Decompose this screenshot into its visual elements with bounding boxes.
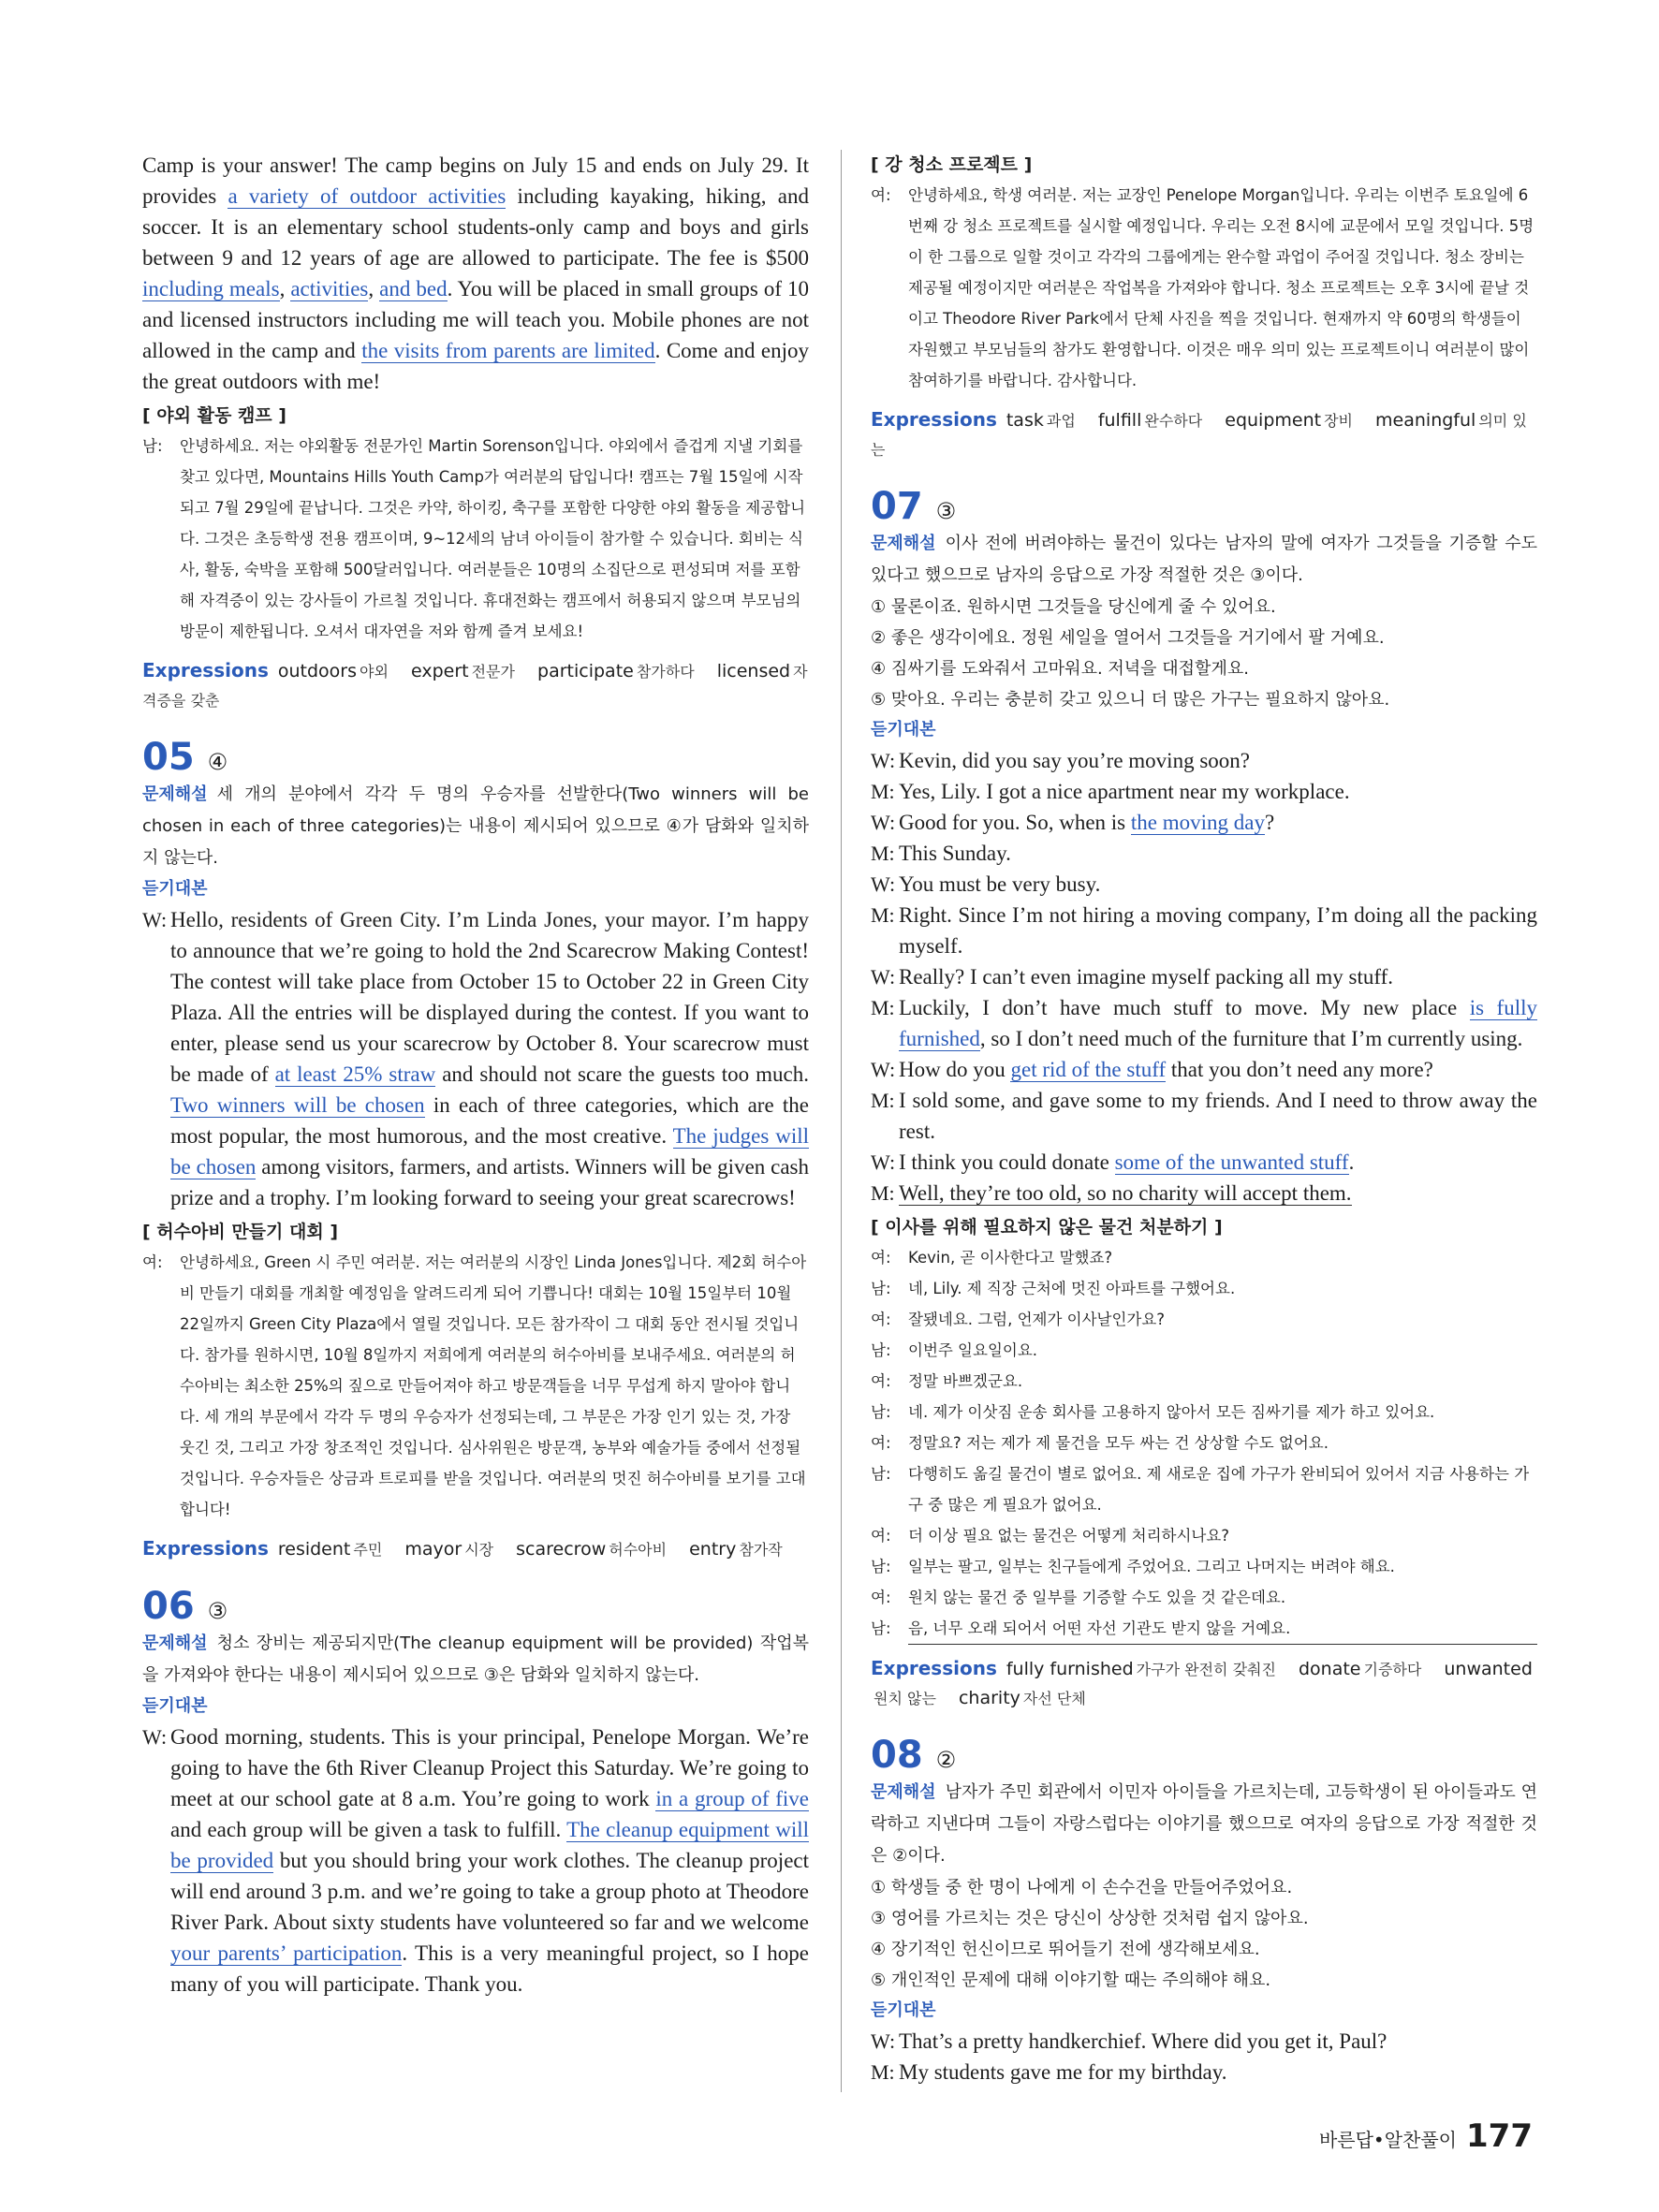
dialog-line (871, 869, 1537, 900)
korean-dialog-line (871, 1366, 1537, 1397)
script-text: I sold some, and gave some to my friends. And I need to throw away the rest. (899, 1089, 1537, 1143)
answer-option: ① 학생들 중 한 명이 나에게 이 손수건을 만들어주었어요. (871, 1878, 1293, 1897)
key-phrase: at least 25% straw (274, 1062, 436, 1086)
script-text: . Come and enjoy the great outdoors with me! (142, 339, 810, 393)
expression-term: fulfill 완수하다 (1097, 410, 1203, 431)
script-text: and should not scare the guests too much. (435, 1062, 809, 1086)
dialog-line (871, 838, 1537, 869)
expressions-04 (142, 656, 809, 715)
expression-term: entry 참가작 (689, 1539, 783, 1560)
expressions-label: Expressions (871, 1657, 997, 1679)
script-text: That’s a pretty handkerchief. Where did you get it, Paul? (899, 2029, 1387, 2053)
question-07-header (871, 485, 1537, 528)
speaker: 남: (871, 1465, 891, 1483)
question-05-explanation: 문제해설 세 개의 분야에서 각각 두 명의 우승자를 선발한다(Two winners will be chosen in each of three categories)는 내용이 제시되어 있으므로 ④가 담화와 일치하지 않는다. (142, 784, 809, 868)
script-text: but you should bring your work clothes. The cleanup project will end around 3 p.m. and we’re going to take a group photo at Theodore River Park. About sixty students have volunteered so far and we welcome (170, 1849, 809, 1934)
speaker: M: (871, 780, 895, 803)
answer-option: ④ 짐싸기를 도와줘서 고마워요. 저녁을 대접할게요. (871, 659, 1249, 679)
speaker: 남: (871, 1558, 891, 1575)
speaker: M: (871, 1181, 895, 1205)
expressions-07 (871, 1654, 1537, 1713)
script-text: Yes, Lily. I got a nice apartment near my workplace. (899, 780, 1350, 803)
answer-line: Well, they’re too old, so no charity will accept them. (899, 1181, 1352, 1205)
expression-meaning: 자격증을 갖춘 (142, 663, 808, 710)
expressions-label: Expressions (142, 1537, 269, 1560)
expression-meaning: 전문가 (471, 663, 515, 681)
expression-term: unwanted원치 않는 (874, 1659, 1533, 1707)
question-number: 05 (142, 736, 195, 779)
camp-korean-title: [ 야외 활동 캠프 ] (142, 405, 286, 426)
speaker: 여: (871, 1372, 891, 1390)
korean-dialog-line (871, 1458, 1537, 1520)
question-07-korean-title: [ 이사를 위해 필요하지 않은 물건 처분하기 ] (871, 1217, 1223, 1238)
script-text: I think you could donate (899, 1150, 1115, 1174)
question-06-explanation: 문제해설 청소 장비는 제공되지만(The cleanup equipment will be provided) 작업복을 가져와야 한다는 내용이 제시되어 있으므로 ③은 담화와 일치하지 않는다. (142, 1633, 809, 1685)
expressions-label: Expressions (142, 659, 269, 681)
script-text: Really? I can’t even imagine myself packing all my stuff. (899, 965, 1393, 989)
script-heading: 듣기대본 (871, 2000, 936, 2020)
korean-line-text: 이번주 일요일이요. (908, 1341, 1038, 1359)
question-07-dialog (871, 745, 1537, 1209)
question-07-korean-dialog (871, 1242, 1537, 1645)
key-phrase: the moving day (1130, 811, 1265, 834)
speaker: W: (871, 1150, 896, 1174)
korean-dialog-line (871, 1397, 1537, 1428)
korean-line-text: 정말 바쁘겠군요. (908, 1372, 1023, 1390)
key-phrase: is fully furnished (899, 996, 1538, 1050)
script-text: This Sunday. (899, 842, 1011, 865)
speaker: W: (871, 749, 896, 772)
korean-dialog-line (871, 1273, 1537, 1304)
speaker: 여: (871, 1434, 891, 1452)
dialog-line (871, 900, 1537, 961)
page-number: 177 (1466, 2117, 1533, 2155)
script-text: and each group will be given a task to fulfill. (170, 1818, 567, 1841)
script-text: , so I don’t need much of the furniture that I’m currently using. (979, 1027, 1523, 1050)
speaker: W: (871, 872, 896, 896)
question-07-explanation: 문제해설 이사 전에 버려야하는 물건이 있다는 남자의 말에 여자가 그것들을 기증할 수도 있다고 했으므로 남자의 응답으로 가장 적절한 것은 ③이다. (871, 534, 1537, 585)
dialog-line (871, 1054, 1537, 1085)
key-phrase: in a group of five (655, 1787, 809, 1810)
korean-line-text: Kevin, 곧 이사한다고 말했죠? (908, 1249, 1113, 1267)
expression-meaning: 원치 않는 (874, 1690, 936, 1707)
script-heading: 듣기대본 (871, 720, 936, 740)
korean-line-text: 네, Lily. 제 직장 근처에 멋진 아파트를 구했어요. (908, 1280, 1236, 1297)
column-divider (841, 150, 842, 2092)
question-07-options (871, 592, 1537, 715)
script-heading: 듣기대본 (142, 879, 208, 899)
speaker: W: (871, 2029, 896, 2053)
korean-line-text: 더 이상 필요 없는 물건은 어떻게 처리하시나요? (908, 1527, 1230, 1545)
expressions-label: Expressions (871, 408, 997, 431)
speaker: 남: (871, 1619, 891, 1637)
script-text: . (1348, 1150, 1355, 1174)
expression-term: meaningful 의미 있는 (871, 410, 1527, 459)
expression-meaning: 시장 (464, 1541, 494, 1559)
script-text: ? (1264, 811, 1275, 834)
script-text: My students gave me for my birthday. (899, 2060, 1227, 2084)
key-phrase: a variety of outdoor activities (228, 184, 507, 208)
speaker: M: (871, 996, 895, 1019)
script-text: that you don’t need any more? (1166, 1058, 1433, 1081)
river-korean-title: [ 강 청소 프로젝트 ] (871, 154, 1033, 175)
korean-line-text: 다행히도 옮길 물건이 별로 없어요. 제 새로운 집에 가구가 완비되어 있어서 지금 사용하는 가구 중 많은 게 필요가 없어요. (908, 1465, 1530, 1514)
script-text: , (368, 277, 380, 300)
script-text: , (279, 277, 291, 300)
speaker: 남: (871, 1280, 891, 1297)
answer-option: ⑤ 맞아요. 우리는 충분히 갖고 있으니 더 많은 가구는 필요하지 않아요. (871, 690, 1390, 710)
expression-term: mayor 시장 (404, 1539, 494, 1560)
script-text: You must be very busy. (899, 872, 1101, 896)
dialog-line (871, 1085, 1537, 1147)
key-phrase: activities (290, 277, 369, 300)
camp-script-continuation (142, 150, 809, 397)
speaker: 여: (871, 1527, 891, 1545)
page-footer (1319, 2117, 1533, 2155)
expression-term: outdoors 야외 (277, 661, 389, 681)
script-text: Hello, residents of Green City. I’m Linda Jones, your mayor. I’m happy to announce that we’re going to hold the 2nd Scarecrow Making Contest! The contest will take place from October 15 to October 22 in Green City Plaza. All the entries will be displayed during the contest. If you want to enter, please send us your scarecrow by October 8. Your scarecrow must be made of (170, 908, 809, 1086)
script-text: Kevin, did you say you’re moving soon? (899, 749, 1250, 772)
question-06-script: W: Good morning, students. This is your principal, Penelope Morgan. We’re going to have the 6th River Cleanup Project this Saturday. We’re going to meet at our school gate at 8 a.m. You’re going to work in a group of five and each group will be given a task to fulfill. The cleanup equipment will be provided but you should bring your work clothes. The cleanup project will end around 3 p.m. and we’re going to take a group photo at Theodore River Park. About sixty students have volunteered so far and we welcome your parents’ participation. This is a very meaningful project, so I hope many of you will participate. Thank you. (142, 1725, 809, 1996)
dialog-line (871, 992, 1537, 1054)
right-column (871, 150, 1537, 2087)
script-text: among visitors, farmers, and artists. Winners will be given cash prize and a trophy. I’m looking forward to seeing your great scarecrows! (170, 1155, 810, 1209)
book-title: 바른답•알찬풀이 (1318, 2129, 1458, 2151)
dialog-line (871, 961, 1537, 992)
answer-option: ② 좋은 생각이에요. 정원 세일을 열어서 그것들을 거기에서 팔 거예요. (871, 628, 1385, 648)
script-heading: 듣기대본 (142, 1696, 208, 1716)
expression-term: equipment 장비 (1225, 410, 1353, 431)
korean-line-text: 네. 제가 이삿짐 운송 회사를 고용하지 않아서 모든 짐싸기를 제가 하고 있어요. (908, 1403, 1435, 1421)
script-text: in each of three categories, which are the most popular, the most humorous, and the most creative. (170, 1093, 809, 1148)
expressions-05 (142, 1534, 809, 1564)
expression-meaning: 허수아비 (609, 1541, 668, 1559)
expression-meaning: 야외 (360, 663, 389, 681)
dialog-line (871, 807, 1537, 838)
expression-meaning: 가구가 완전히 갖춰진 (1136, 1661, 1276, 1678)
script-text: Camp is your answer! The camp begins on July 15 and ends on July 29. It provides (142, 154, 809, 208)
expression-meaning: 자선 단체 (1022, 1690, 1086, 1707)
key-phrase: and bed (379, 277, 448, 300)
question-number: 06 (142, 1585, 195, 1628)
korean-line-text: 원치 않는 물건 중 일부를 기증할 수도 있을 것 같은데요. (908, 1589, 1286, 1606)
question-05-header (142, 736, 809, 779)
speaker: M: (871, 2060, 895, 2084)
question-08-options (871, 1872, 1537, 1996)
script-text: Right. Since I’m not hiring a moving company, I’m doing all the packing myself. (899, 903, 1537, 958)
korean-dialog-line (871, 1428, 1537, 1458)
left-column (142, 150, 809, 2000)
script-text: Good morning, students. This is your principal, Penelope Morgan. We’re going to have the 6th River Cleanup Project this Saturday. We’re going to meet at our school gate at 8 a.m. You’re going to work (170, 1725, 809, 1810)
expression-term: scarecrow 허수아비 (516, 1539, 668, 1560)
answer-mark: ② (935, 1747, 957, 1773)
expression-meaning: 과업 (1046, 412, 1076, 430)
river-korean-translation: 여: 안녕하세요, 학생 여러분. 저는 교장인 Penelope Morgan입니다. 우리는 이번주 토요일에 6번째 강 청소 프로젝트를 실시할 예정입니다. 우리는 오전 8시에 교문에서 모일 것입니다. 5명이 한 그룹으로 일할 것이고 각각의 그룹에게는 완수할 과업이 주어질 것입니다. 청소 장비는 제공될 예정이지만 여러분은 작업복을 가져와야 합니다. 청소 프로젝트는 오후 3시에 끝날 것이고 Theodore River Park에서 단체 사진을 찍을 것입니다. 현재까지 약 60명의 학생들이 자원했고 부모님들의 참가도 환영합니다. 이것은 매우 의미 있는 프로젝트이니 여러분이 많이 참여하기를 바랍니다. 감사합니다. (871, 186, 1534, 389)
key-phrase: your parents’ participation (170, 1941, 403, 1965)
speaker: W: (871, 811, 896, 834)
expression-term: participate 참가하다 (537, 661, 695, 681)
dialog-line (871, 776, 1537, 807)
korean-dialog-line (871, 1613, 1537, 1645)
key-phrase: The judges will be chosen (170, 1124, 810, 1179)
korean-dialog-line (871, 1304, 1537, 1335)
script-text: . You will be placed in small groups of 10 and licensed instructors including me will teach you. Mobile phones are not allowed in the camp and (142, 277, 810, 362)
korean-dialog-line (871, 1520, 1537, 1551)
question-number: 08 (871, 1734, 923, 1777)
korean-dialog-line (871, 1242, 1537, 1273)
speaker: 여: (871, 1589, 891, 1606)
key-phrase: the visits from parents are limited (361, 339, 655, 362)
expression-meaning: 완수하다 (1144, 412, 1203, 430)
expression-term: resident 주민 (277, 1539, 383, 1560)
question-08-dialog (871, 2026, 1537, 2087)
speaker: W: (871, 965, 896, 989)
script-text: . This is a very meaningful project, so I hope many of you will participate. Thank you. (170, 1941, 809, 1996)
answer-mark: ③ (935, 498, 957, 524)
korean-dialog-line (871, 1551, 1537, 1582)
question-08-explanation: 문제해설 남자가 주민 회관에서 이민자 아이들을 가르치는데, 고등학생이 된 아이들과도 연락하고 지낸다며 그들이 자랑스럽다는 이야기를 했으므로 여자의 응답으로 가장 적절한 것은 ②이다. (871, 1782, 1537, 1866)
expression-meaning: 참가하다 (636, 663, 695, 681)
key-phrase: The cleanup equipment will be provided (170, 1818, 809, 1872)
answer-option: ③ 영어를 가르치는 것은 당신이 상상한 것처럼 쉽지 않아요. (871, 1909, 1309, 1928)
answer-option: ④ 장기적인 헌신이므로 뛰어들기 전에 생각해보세요. (871, 1940, 1260, 1959)
expression-meaning: 참가작 (739, 1541, 783, 1559)
script-text: How do you (899, 1058, 1011, 1081)
korean-line-text: 정말요? 저는 제가 제 물건을 모두 싸는 건 상상할 수도 없어요. (908, 1434, 1329, 1452)
dialog-line (871, 1178, 1537, 1209)
key-phrase: including meals (142, 277, 280, 300)
script-text: Luckily, I don’t have much stuff to move. My new place (899, 996, 1470, 1019)
dialog-line (871, 745, 1537, 776)
expression-term: licensed 자격증을 갖춘 (142, 661, 808, 710)
question-05-script: W: Hello, residents of Green City. I’m Linda Jones, your mayor. I’m happy to announce that we’re going to hold the 2nd Scarecrow Making Contest! The contest will take place from October 15 to October 22 in Green City Plaza. All the entries will be displayed during the contest. If you want to enter, please send us your scarecrow by October 8. Your scarecrow must be made of at least 25% straw and should not scare the guests too much. Two winners will be chosen in each of three categories, which are the most popular, the most humorous, and the most creative. The judges will be chosen among visitors, farmers, and artists. Winners will be given cash prize and a trophy. I’m looking forward to seeing your great scarecrows! (142, 908, 810, 1209)
answer-mark: ④ (207, 749, 228, 775)
expression-term: donate 기증하다 (1298, 1659, 1422, 1679)
korean-line-text: 잘됐네요. 그럼, 언제가 이사날인가요? (908, 1311, 1166, 1328)
answer-option: ⑤ 개인적인 문제에 대해 이야기할 때는 주의해야 해요. (871, 1970, 1271, 1990)
expression-term: expert 전문가 (410, 661, 515, 681)
expression-meaning: 주민 (353, 1541, 383, 1559)
question-number: 07 (871, 485, 923, 528)
dialog-line (871, 2026, 1537, 2057)
speaker: M: (871, 1089, 895, 1112)
speaker: 남: (871, 1403, 891, 1421)
dialog-line (871, 1147, 1537, 1178)
expression-meaning: 기증하다 (1363, 1661, 1422, 1678)
speaker: 여: (871, 1311, 891, 1328)
key-phrase: Two winners will be chosen (170, 1093, 425, 1117)
speaker: 여: (871, 1249, 891, 1267)
question-06-header (142, 1585, 809, 1628)
expression-term: fully furnished 가구가 완전히 갖춰진 (1006, 1659, 1276, 1679)
speaker: M: (871, 903, 895, 927)
expression-term: task 과업 (1006, 410, 1076, 431)
dialog-line (871, 2057, 1537, 2087)
question-05-korean-title: [ 허수아비 만들기 대회 ] (142, 1222, 339, 1242)
expression-meaning: 장비 (1324, 412, 1353, 430)
question-08-header (871, 1734, 1537, 1777)
expression-meaning: 의미 있는 (871, 412, 1527, 459)
korean-dialog-line (871, 1335, 1537, 1366)
question-05-korean-translation: 여: 안녕하세요, Green 시 주민 여러분. 저는 여러분의 시장인 Linda Jones입니다. 제2회 허수아비 만들기 대회를 개최할 예정임을 알려드리게 되어 기쁩니다! 대회는 10월 15일부터 10월 22일까지 Green City Plaza에서 열릴 것입니다. 모든 참가작이 그 대회 동안 전시될 것입니다. 참가를 원하시면, 10월 8일까지 저희에게 여러분의 허수아비를 보내주세요. 여러분의 허수아비는 최소한 25%의 짚으로 만들어져야 하고 방문객들을 너무 무섭게 하지 말아야 합니다. 세 개의 부문에서 각각 두 명의 우승자가 선정되는데, 그 부문은 가장 인기 있는 것, 가장 웃긴 것, 그리고 가장 창조적인 것입니다. 심사위원은 방문객, 농부와 예술가들 중에서 선정될 것입니다. 우승자들은 상금과 트로피를 받을 것입니다. 여러분의 멋진 허수아비를 보기를 고대합니다! (142, 1253, 807, 1518)
speaker: M: (871, 842, 895, 865)
korean-dialog-line (871, 1582, 1537, 1613)
expression-term: charity 자선 단체 (958, 1688, 1086, 1708)
answer-option: ① 물론이죠. 원하시면 그것들을 당신에게 줄 수 있어요. (871, 597, 1276, 617)
script-text: including kayaking, hiking, and soccer. It is an elementary school students-only camp and boys and girls between 9 and 12 years of age are allowed to participate. The fee is $500 (142, 184, 809, 270)
camp-korean-translation: 남: 안녕하세요. 저는 야외활동 전문가인 Martin Sorenson입니다. 야외에서 즐겁게 지낼 기회를 찾고 있다면, Mountains Hills Youth Camp가 여러분의 답입니다! 캠프는 7월 15일에 시작되고 7월 29일에 끝납니다. 그것은 카약, 하이킹, 축구를 포함한 다양한 야외 활동을 제공합니다. 그것은 초등학생 전용 캠프이며, 9~12세의 남녀 아이들이 참가할 수 있습니다. 회비는 식사, 활동, 숙박을 포함해 500달러입니다. 여러분들은 10명의 소집단으로 편성되며 저를 포함해 자격증이 있는 강사들이 가르칠 것입니다. 휴대전화는 캠프에서 허용되지 않으며 부모님의 방문이 제한됩니다. 오셔서 대자연을 저와 함께 즐겨 보세요! (142, 437, 806, 640)
key-phrase: get rid of the stuff (1010, 1058, 1167, 1081)
key-phrase: some of the unwanted stuff (1114, 1150, 1349, 1174)
speaker: W: (871, 1058, 896, 1081)
korean-line-text: 음, 너무 오래 되어서 어떤 자선 기관도 받지 않을 거예요. (908, 1613, 1537, 1645)
expressions-06 (871, 405, 1537, 464)
korean-line-text: 일부는 팔고, 일부는 친구들에게 주었어요. 그리고 나머지는 버려야 해요. (908, 1558, 1395, 1575)
speaker: 남: (871, 1341, 891, 1359)
script-text: Good for you. So, when is (899, 811, 1131, 834)
answer-mark: ③ (207, 1598, 228, 1624)
